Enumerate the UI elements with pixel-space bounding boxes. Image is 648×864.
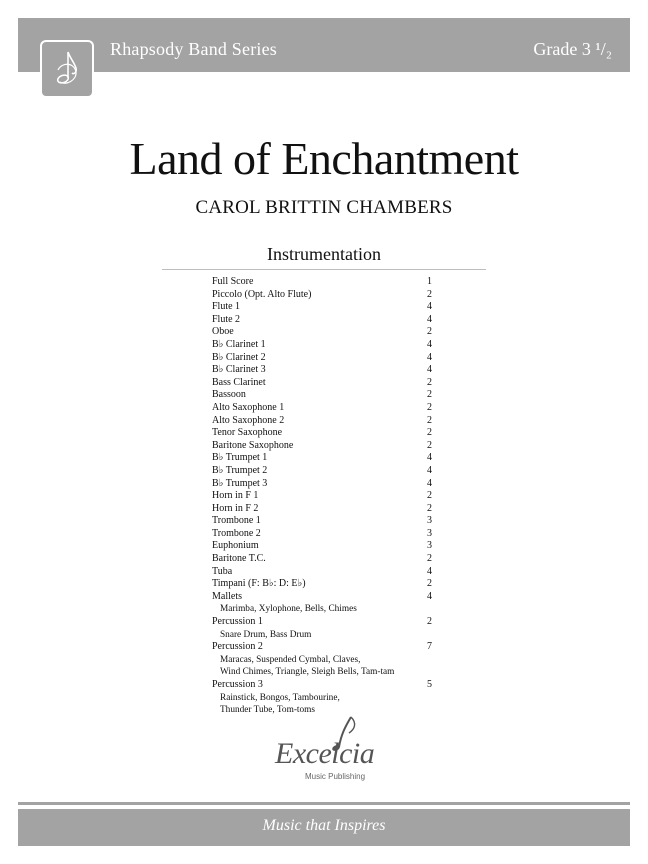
instrument-quantity: 5 [427, 679, 432, 690]
instrument-detail: Rainstick, Bongos, Tambourine, [220, 692, 340, 703]
instrument-quantity: 2 [427, 578, 432, 590]
instrument-name: Full Score [212, 276, 254, 287]
footer-rule [18, 802, 630, 805]
instrument-detail: Thunder Tube, Tom-toms [220, 705, 315, 716]
instrument-name: Trombone 1 [212, 515, 261, 527]
list-item [212, 314, 442, 327]
publisher-name: Excelcia [275, 737, 375, 770]
instrument-name: Timpani (F: B♭: D: E♭) [212, 578, 306, 590]
list-item [212, 679, 442, 717]
instrument-quantity: 3 [427, 515, 432, 527]
instrumentation-heading: Instrumentation [267, 244, 381, 264]
list-item [212, 377, 442, 390]
list-item [212, 515, 442, 528]
list-item [212, 578, 442, 591]
list-item [212, 289, 442, 302]
divider [162, 269, 486, 270]
instrument-name: Trombone 2 [212, 527, 261, 539]
page-title: Land of Enchantment [129, 133, 519, 184]
list-item [212, 641, 442, 679]
series-logo [40, 40, 94, 98]
list-item [212, 503, 442, 516]
instrument-quantity: 2 [427, 376, 432, 388]
instrument-quantity: 4 [427, 452, 432, 464]
instrument-name: Alto Saxophone 2 [212, 414, 285, 426]
instrument-quantity: 4 [427, 351, 432, 363]
instrument-detail: Snare Drum, Bass Drum [220, 629, 312, 640]
footer-tagline: Music that Inspires [262, 817, 386, 834]
instrument-quantity: 2 [427, 502, 432, 514]
instrument-quantity: 2 [427, 401, 432, 413]
composer-name: CAROL BRITTIN CHAMBERS [195, 197, 453, 218]
instrument-name: Bassoon [212, 389, 246, 401]
instrument-name: Flute 2 [212, 313, 241, 325]
instrument-name: B♭ Clarinet 3 [212, 364, 266, 376]
list-item [212, 591, 442, 616]
instrument-quantity: 2 [427, 553, 432, 565]
instrument-name: Percussion 3 [212, 679, 263, 690]
instrument-name: Horn in F 2 [212, 502, 259, 514]
instrument-quantity: 4 [427, 464, 432, 476]
instrument-quantity: 4 [427, 338, 432, 350]
list-item [212, 566, 442, 579]
instrument-quantity: 2 [427, 326, 432, 338]
instrument-quantity: 3 [427, 527, 432, 539]
instrument-quantity: 4 [427, 364, 432, 376]
instrument-name: Baritone T.C. [212, 553, 266, 565]
instrument-name: Horn in F 1 [212, 490, 259, 502]
instrument-quantity: 3 [427, 540, 432, 552]
instrument-quantity: 2 [427, 414, 432, 426]
instrument-name: B♭ Trumpet 1 [212, 452, 268, 464]
instrument-quantity: 2 [427, 389, 432, 401]
instrument-name: Flute 1 [212, 301, 241, 313]
instrument-quantity: 4 [427, 590, 432, 602]
instrument-name: Bass Clarinet [212, 376, 266, 388]
list-item [212, 528, 442, 541]
list-item [212, 402, 442, 415]
instrument-name: Alto Saxophone 1 [212, 401, 285, 413]
instrument-quantity: 1 [427, 276, 432, 287]
publisher-logo [265, 715, 385, 785]
instrument-detail: Maracas, Suspended Cymbal, Claves, [220, 654, 361, 665]
instrument-quantity: 2 [427, 616, 432, 628]
list-item [212, 540, 442, 553]
instrument-quantity: 2 [427, 490, 432, 502]
instrument-quantity: 4 [427, 301, 432, 313]
instrument-quantity: 2 [427, 427, 432, 439]
instrument-detail: Marimba, Xylophone, Bells, Chimes [220, 604, 357, 615]
instrument-quantity: 4 [427, 477, 432, 489]
instrument-name: B♭ Clarinet 2 [212, 351, 266, 363]
list-item [212, 339, 442, 352]
publisher-subtitle: Music Publishing [305, 772, 366, 781]
instrument-name: Euphonium [212, 540, 259, 552]
instrument-quantity: 2 [427, 288, 432, 300]
instrument-name: B♭ Trumpet 3 [212, 477, 268, 489]
list-item [212, 616, 442, 641]
list-item [212, 490, 442, 503]
instrument-detail: Wind Chimes, Triangle, Sleigh Bells, Tam-tam [220, 667, 395, 678]
instrument-name: Tenor Saxophone [212, 427, 283, 439]
instrument-name: B♭ Trumpet 2 [212, 464, 268, 476]
list-item [212, 415, 442, 428]
list-item [212, 326, 442, 339]
instrument-quantity: 4 [427, 565, 432, 577]
list-item [212, 478, 442, 491]
instrument-quantity: 2 [427, 439, 432, 451]
list-item [212, 364, 442, 377]
list-item [212, 452, 442, 465]
list-item [212, 440, 442, 453]
list-item [212, 276, 442, 289]
grade-label: Grade 3 ¹/₂ [533, 39, 612, 59]
list-item [212, 352, 442, 365]
list-item [212, 427, 442, 440]
list-item [212, 389, 442, 402]
list-item [212, 553, 442, 566]
instrument-name: Percussion 1 [212, 616, 263, 628]
instrument-name: Oboe [212, 326, 234, 338]
list-item [212, 301, 442, 314]
instrument-name: Mallets [212, 590, 242, 602]
instrument-name: Tuba [212, 565, 233, 577]
instrument-quantity: 4 [427, 313, 432, 325]
music-note-icon [50, 48, 86, 92]
instrument-name: Piccolo (Opt. Alto Flute) [212, 288, 312, 300]
series-name: Rhapsody Band Series [110, 39, 277, 59]
list-item [212, 465, 442, 478]
instrument-name: Percussion 2 [212, 641, 263, 653]
instrument-name: B♭ Clarinet 1 [212, 338, 266, 350]
instrument-name: Baritone Saxophone [212, 439, 294, 451]
instrument-quantity: 7 [427, 641, 432, 653]
instrumentation-list [212, 276, 442, 717]
